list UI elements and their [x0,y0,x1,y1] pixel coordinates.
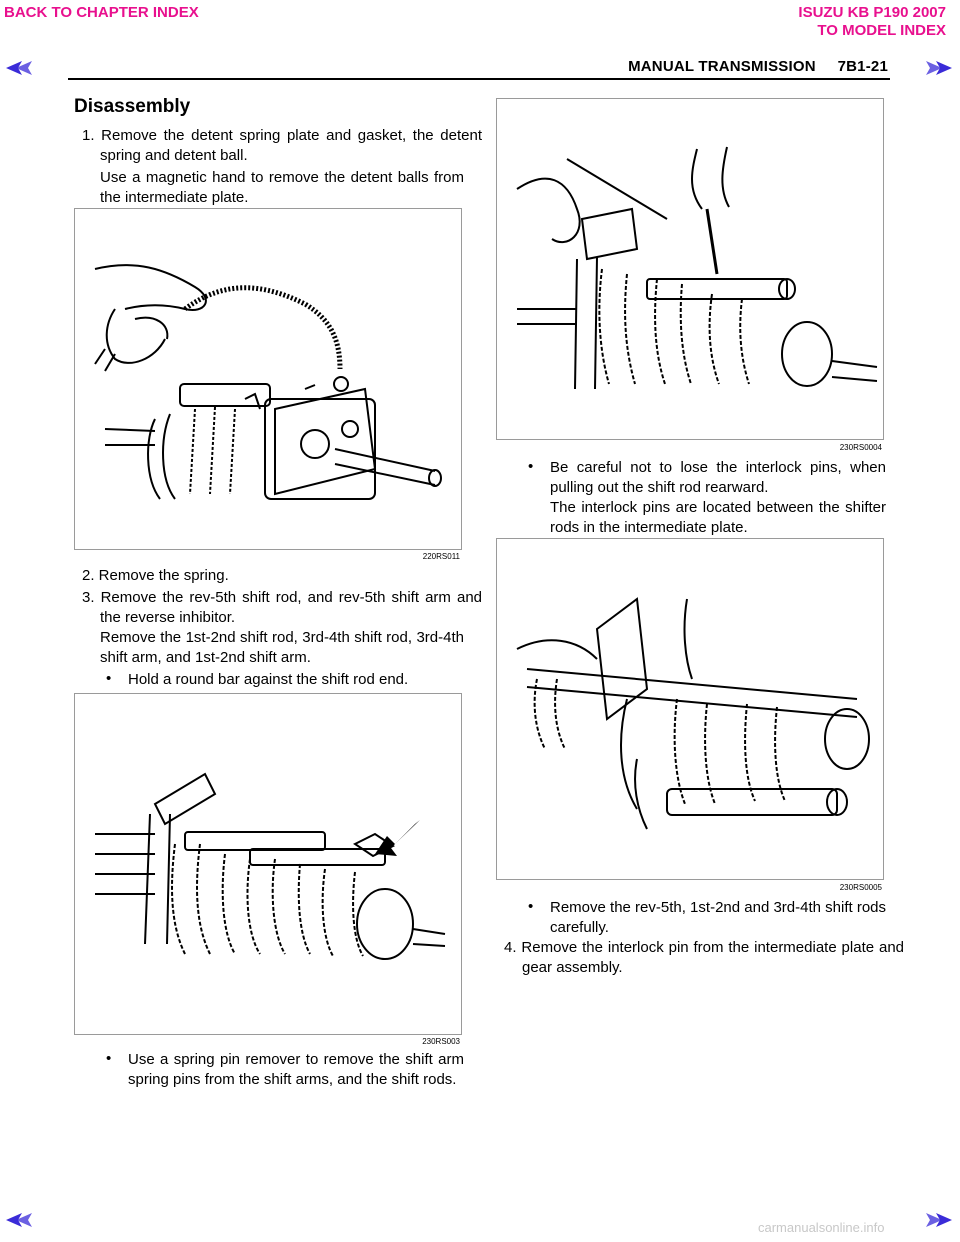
step-1: 1. Remove the detent spring plate and gasket, the detent spring and detent ball. [82,127,482,164]
figure-1-caption: 220RS011 [422,552,460,561]
step-3: 3. Remove the rev-5th shift rod, and rev-5th shift arm and the reverse inhibitor. [82,589,482,626]
bullet-marker: • [106,1050,112,1067]
page-header-title: MANUAL TRANSMISSION 7B1-21 [628,58,888,75]
watermark: carmanualsonline.info [758,1220,885,1235]
model-title-link[interactable]: ISUZU KB P190 2007 [798,4,946,21]
bullet-remove-shift-rods: Remove the rev-5th, 1st-2nd and 3rd-4th shift rods carefully. [550,899,887,936]
figure-remove-shift-rods [496,538,884,880]
bullet-spring-pin-remover: Use a spring pin remover to remove the shift arm spring pins from the shift arms, and the shift rods. [128,1051,464,1088]
step-4: 4. Remove the interlock pin from the intermediate plate and gear assembly. [504,939,904,976]
previous-page-arrow-icon-bottom[interactable] [4,1212,34,1228]
bullet-marker: • [528,898,534,915]
figure-round-bar [74,693,462,1035]
step-3-note: Remove the 1st-2nd shift rod, 3rd-4th shift rod, 3rd-4th shift arm, and 1st-2nd shift arm. [100,629,464,666]
back-to-chapter-index-link[interactable]: BACK TO CHAPTER INDEX [4,4,199,21]
figure-2-caption: 230RS003 [422,1037,460,1046]
round-bar-illustration [75,694,461,1034]
previous-page-arrow-icon[interactable] [4,60,34,76]
step-2: 2. Remove the spring. [82,567,229,584]
bullet-marker: • [106,670,112,687]
bullet-marker: • [528,458,534,475]
header-rule [68,78,890,80]
figure-4-caption: 230RS0005 [839,883,882,892]
step-1-note: Use a magnetic hand to remove the detent balls from the intermediate plate. [100,169,464,206]
careful-note: The interlock pins are located between the shifter rods in the intermediate plate. [550,499,886,536]
section-title: Disassembly [74,96,191,117]
next-page-arrow-icon-bottom[interactable] [924,1212,954,1228]
figure-magnetic-hand [74,208,462,550]
figure-interlock-pins [496,98,884,440]
magnetic-hand-illustration [75,209,461,549]
interlock-pins-illustration [497,99,883,439]
figure-3-caption: 230RS0004 [839,443,882,452]
remove-shift-rods-illustration [497,539,883,879]
next-page-arrow-icon[interactable] [924,60,954,76]
to-model-index-link[interactable]: TO MODEL INDEX [817,22,946,39]
bullet-careful-interlock: Be careful not to lose the interlock pins, when pulling out the shift rod rearward. [550,459,886,496]
bullet-hold-round-bar: Hold a round bar against the shift rod end. [128,671,409,688]
